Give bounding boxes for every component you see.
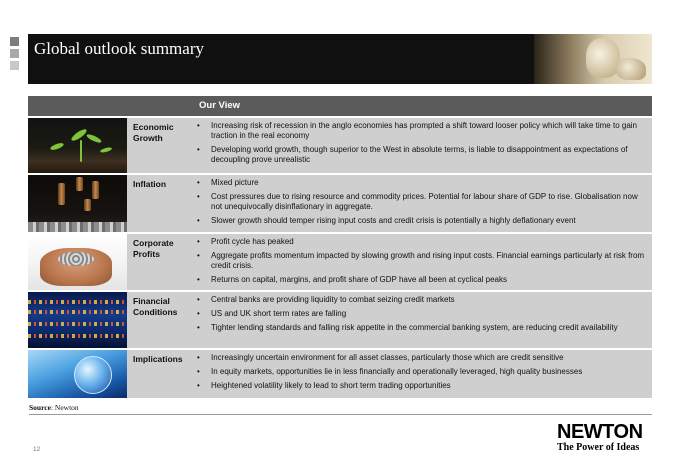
topic-label: Corporate Profits: [133, 238, 174, 259]
stock-ticker-image: [28, 292, 127, 348]
list-item: • Tighter lending standards and falling risk appetite in the commercial banking system, are reducing credit availability: [197, 323, 618, 332]
source-text: : Newton: [50, 403, 79, 412]
bullet-list: [193, 292, 652, 348]
coins-in-hands-image: [28, 234, 127, 290]
topic-label: Economic Growth: [133, 122, 174, 143]
globe-image: [28, 350, 127, 398]
footer-divider: [29, 414, 652, 415]
coins-stacks-image: [28, 175, 127, 232]
topic-label: Inflation: [133, 179, 167, 189]
source-note: [29, 403, 79, 412]
list-item: • US and UK short term rates are falling: [197, 309, 347, 318]
table-header-label: Our View: [199, 100, 241, 111]
newton-logo: NEWTON: [557, 421, 643, 443]
table-row-inflation: [28, 175, 652, 232]
table-row-corporate-profits: [28, 234, 652, 290]
header-band: [28, 34, 652, 84]
topic-label: Financial Conditions: [133, 296, 178, 317]
table-row-financial-conditions: [28, 292, 652, 348]
topic-label: Implications: [133, 354, 183, 364]
list-item: • Mixed picture: [197, 178, 259, 187]
table-row-implications: [28, 350, 652, 398]
statue-image: [534, 34, 652, 84]
bullet-list: [193, 175, 652, 232]
outlook-table: [28, 96, 652, 398]
table-row-economic-growth: [28, 118, 652, 173]
tagline: The Power of Ideas: [557, 442, 640, 453]
list-item: • Increasingly uncertain environment for all asset classes, particularly those which are credit sensitive: [197, 353, 564, 362]
list-item: • In equity markets, opportunities lie in less financially and operationally leveraged, high quality businesses: [197, 367, 583, 376]
corner-square-2: [10, 49, 19, 58]
bullet-list: [193, 350, 652, 398]
sprouts-image: [28, 118, 127, 173]
corner-square-1: [10, 37, 19, 46]
list-item: • Profit cycle has peaked: [197, 237, 294, 246]
list-item: • Developing world growth, though superior to the West in absolute terms, is liable to disappointment as expectations of decoupling prove unrealistic: [197, 145, 628, 164]
page-number: 12: [33, 446, 41, 453]
list-item: • Central banks are providing liquidity to combat seizing credit markets: [197, 295, 455, 304]
source-label: Source: [29, 403, 51, 412]
list-item: • Slower growth should temper rising input costs and credit crisis is potentially a highly deflationary event: [197, 216, 576, 225]
bullet-list: [193, 234, 652, 290]
list-item: • Aggregate profits momentum impacted by slowing growth and rising input costs. Financial earnings particularly at risk from credit crisis.: [197, 251, 645, 270]
list-item: • Increasing risk of recession in the anglo economies has prompted a shift toward looser policy which will take time to gain traction in the real economy: [197, 121, 637, 140]
list-item: • Heightened volatility likely to lead to short term trading opportunities: [197, 381, 451, 390]
corner-square-3: [10, 61, 19, 70]
list-item: • Returns on capital, margins, and profit share of GDP have all been at cyclical peaks: [197, 275, 508, 284]
bullet-list: [193, 118, 652, 173]
list-item: • Cost pressures due to rising resource and commodity prices. Potential for labour share of GDP to rise. Globalisation now not unequivocally disinflationary in aggregate.: [197, 192, 638, 211]
page-title: Global outlook summary: [34, 39, 204, 58]
table-header: [28, 96, 652, 116]
